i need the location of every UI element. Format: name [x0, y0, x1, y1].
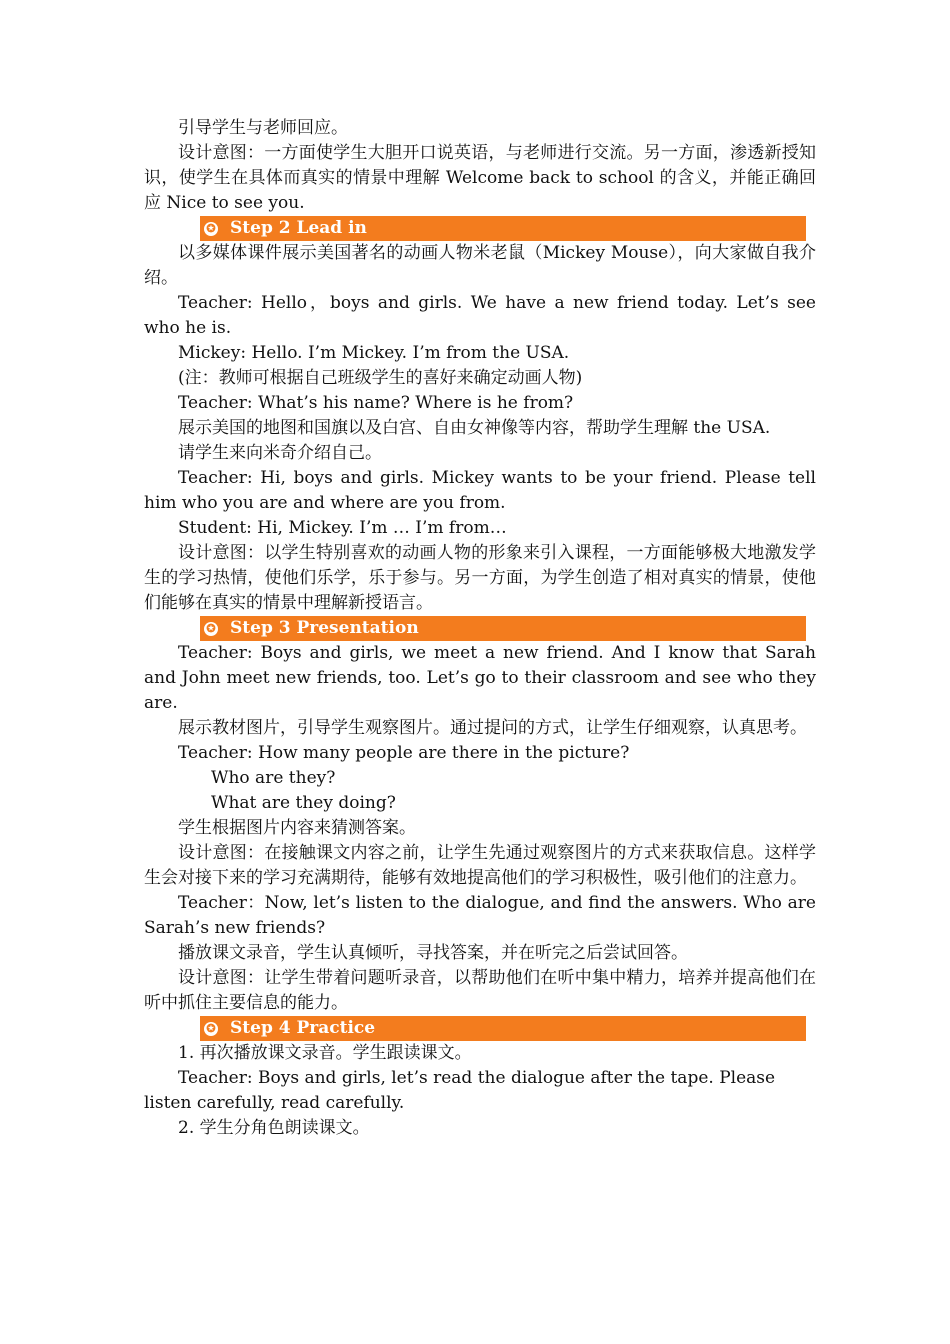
paragraph: Teacher: Hi, boys and girls. Mickey wants to be your friend. Please tell him who you are and where are you from. [144, 468, 816, 513]
question-line: What are they doing? [211, 793, 396, 813]
paragraph: (注：教师可根据自己班级学生的喜好来确定动画人物) [178, 368, 583, 388]
star-circle-icon: ✪ [204, 1022, 218, 1036]
paragraph: 播放课文录音，学生认真倾听，寻找答案，并在听完之后尝试回答。 [178, 943, 688, 963]
step-2-heading [200, 216, 806, 241]
paragraph: Teacher: Boys and girls, let’s read the dialogue after the tape. Please listen carefully, read carefully. [144, 1068, 776, 1113]
paragraph: Teacher: How many people are there in the picture? [178, 743, 630, 763]
star-circle-icon: ✪ [204, 622, 218, 636]
paragraph: Teacher: Hello，boys and girls. We have a new friend today. Let’s see who he is. [144, 293, 816, 338]
paragraph: Mickey: Hello. I’m Mickey. I’m from the USA. [178, 343, 570, 363]
paragraph: Teacher: What’s his name? Where is he from? [178, 393, 574, 413]
step-3-heading [200, 616, 806, 641]
document-page [144, 116, 816, 1141]
star-circle-icon: ✪ [204, 222, 218, 236]
paragraph: Teacher: Boys and girls, we meet a new friend. And I know that Sarah and John meet new friends, too. Let’s go to their classroom and see who they are. [144, 643, 816, 713]
paragraph: 学生根据图片内容来猜测答案。 [178, 818, 416, 838]
paragraph: 2. 学生分角色朗读课文。 [178, 1118, 370, 1138]
paragraph: Teacher：Now, let’s listen to the dialogue, and find the answers. Who are Sarah’s new friends? [144, 893, 816, 938]
step-title: Step 4 Practice [230, 1018, 376, 1038]
paragraph: Student: Hi, Mickey. I’m … I’m from… [178, 518, 507, 538]
design-intent-paragraph: 设计意图：一方面使学生大胆开口说英语，与老师进行交流。另一方面，渗透新授知识，使学生在具体而真实的情景中理解 Welcome back to school 的含义，并能正确回应 Nice to see you. [144, 143, 816, 213]
step-title: Step 2 Lead in [230, 218, 367, 238]
paragraph: 引导学生与老师回应。 [178, 118, 348, 138]
question-line: Who are they? [211, 768, 336, 788]
design-intent-paragraph: 设计意图：在接触课文内容之前，让学生先通过观察图片的方式来获取信息。这样学生会对接下来的学习充满期待，能够有效地提高他们的学习积极性，吸引他们的注意力。 [144, 843, 816, 888]
design-intent-paragraph: 设计意图：让学生带着问题听录音，以帮助他们在听中集中精力，培养并提高他们在听中抓住主要信息的能力。 [144, 968, 816, 1013]
step-title: Step 3 Presentation [230, 618, 419, 638]
paragraph: 展示美国的地图和国旗以及白宫、自由女神像等内容，帮助学生理解 the USA. [178, 418, 771, 438]
paragraph: 以多媒体课件展示美国著名的动画人物米老鼠（Mickey Mouse），向大家做自我介绍。 [144, 243, 816, 288]
paragraph: 1. 再次播放课文录音。学生跟读课文。 [178, 1043, 472, 1063]
step-4-heading [200, 1016, 806, 1041]
design-intent-paragraph: 设计意图：以学生特别喜欢的动画人物的形象来引入课程，一方面能够极大地激发学生的学习热情，使他们乐学，乐于参与。另一方面，为学生创造了相对真实的情景，使他们能够在真实的情景中理解新授语言。 [144, 543, 816, 613]
paragraph: 请学生来向米奇介绍自己。 [178, 443, 382, 463]
paragraph: 展示教材图片，引导学生观察图片。通过提问的方式，让学生仔细观察，认真思考。 [178, 718, 807, 738]
